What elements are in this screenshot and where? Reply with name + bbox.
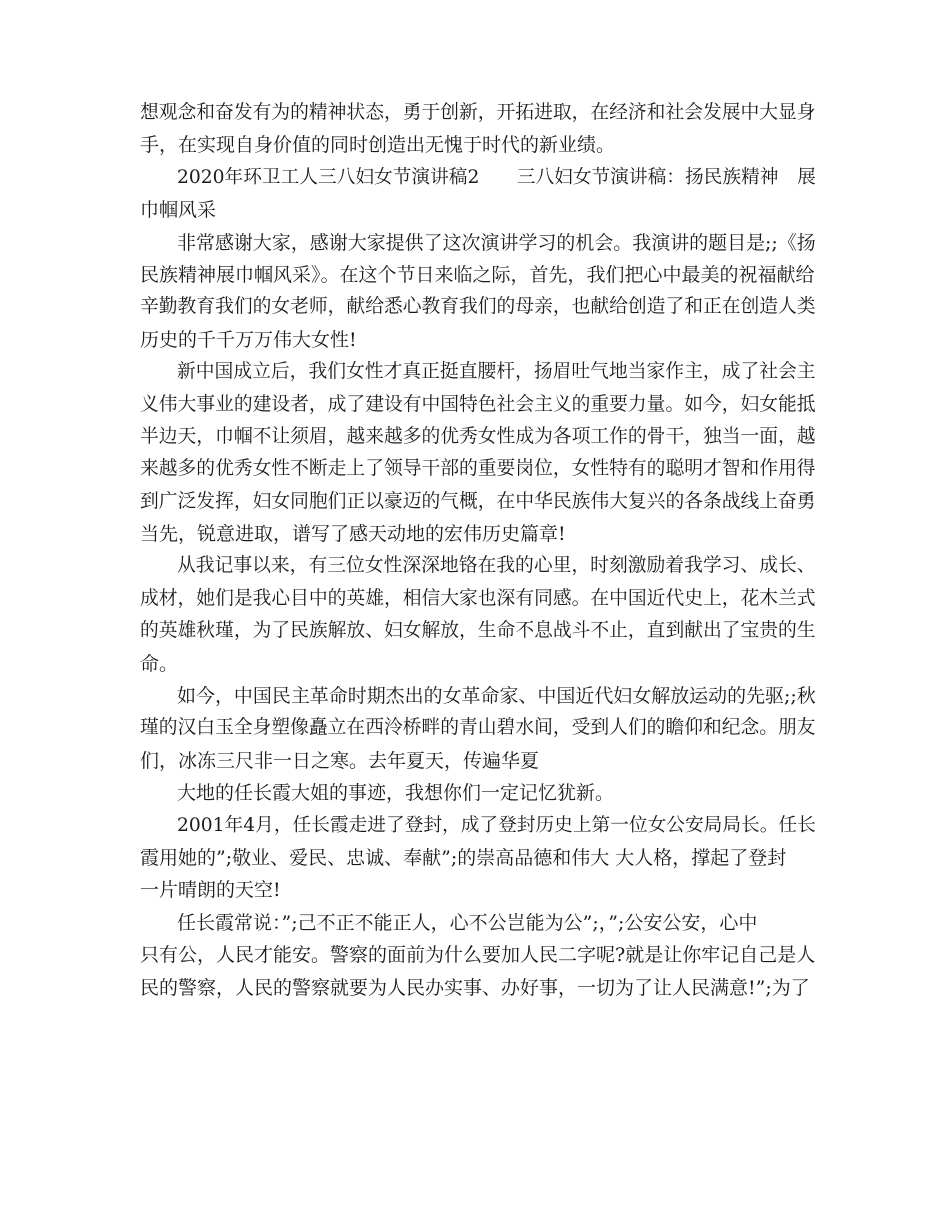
text-line: 的英雄秋瑾，为了民族解放、妇女解放，生命不息战斗不止，直到献出了宝贵的生 [140, 620, 816, 642]
text-line: 到广泛发挥，妇女同胞们正以豪迈的气概，在中华民族伟大复兴的各条战线上奋勇 [140, 490, 816, 512]
text-line: 们，冰冻三尺非一日之寒。去年夏天，传遍华夏 [140, 749, 540, 772]
text-line: 任长霞常说：”;己不正不能正人，心不公岂能为公”;，”;公安公安，心中 [177, 911, 758, 934]
text-line: 民的警察，人民的警察就要为人民办实事、办好事，一切为了让人民满意!”;为了 [140, 976, 810, 999]
text-line: 成材，她们是我心目中的英雄，相信大家也深有同感。在中国近代史上，花木兰式 [140, 587, 816, 609]
text-line: 当先，锐意进取，谱写了感天动地的宏伟历史篇章! [140, 523, 566, 546]
text-line: 大地的任长霞大姐的事迹，我想你们一定记忆犹新。 [177, 782, 615, 805]
text-line: 巾帼风采 [140, 199, 217, 222]
text-line: 手，在实现自身价值的同时创造出无愧于时代的新业绩。 [140, 134, 616, 157]
text-line: 2020年环卫工人三八妇女节演讲稿2 三八妇女节演讲稿：扬民族精神 展 [177, 166, 816, 188]
text-line: 历史的千千万万伟大女性! [140, 328, 357, 351]
text-line: 只有公，人民才能安。警察的面前为什么要加人民二字呢?就是让你牢记自己是人 [140, 944, 816, 967]
text-line: 义伟大事业的建设者，成了建设有中国特色社会主义的重要力量。如今，妇女能抵 [140, 393, 816, 415]
text-line: 从我记事以来，有三位女性深深地铬在我的心里，时刻激励着我学习、成长、 [177, 555, 816, 577]
text-line: 半边天，巾帼不让须眉，越来越多的优秀女性成为各项工作的骨干，独当一面，越 [140, 425, 816, 447]
document-body [140, 97, 816, 1004]
text-line: 2001年4月，任长霞走进了登封，成了登封历史上第一位女公安局局长。任长 [177, 814, 816, 836]
text-line: 来越多的优秀女性不断走上了领导干部的重要岗位，女性特有的聪明才智和作用得 [140, 458, 816, 480]
text-line: 民族精神展巾帼风采》。在这个节日来临之际，首先，我们把心中最美的祝福献给 [140, 263, 815, 286]
text-line: 瑾的汉白玉全身塑像矗立在西泠桥畔的青山碧水间，受到人们的瞻仰和纪念。朋友 [140, 717, 816, 739]
text-line: 如今，中国民主革命时期杰出的女革命家、中国近代妇女解放运动的先驱;;秋 [177, 685, 816, 708]
text-line: 新中国成立后，我们女性才真正挺直腰杆，扬眉吐气地当家作主，成了社会主 [177, 361, 816, 383]
text-line: 命。 [140, 652, 179, 675]
text-line: 非常感谢大家，感谢大家提供了这次演讲学习的机会。我演讲的题目是;;《扬 [177, 231, 816, 254]
text-line: 霞用她的”;敬业、爱民、忠诚、奉献”;的崇高品德和伟大 大人格，撑起了登封 [140, 846, 787, 869]
text-line: 想观念和奋发有为的精神状态，勇于创新，开拓进取，在经济和社会发展中大显身 [140, 102, 816, 123]
text-line: 一片晴朗的天空! [140, 879, 281, 902]
text-line: 辛勤教育我们的女老师，献给悉心教育我们的母亲，也献给创造了和正在创造人类 [140, 296, 816, 318]
